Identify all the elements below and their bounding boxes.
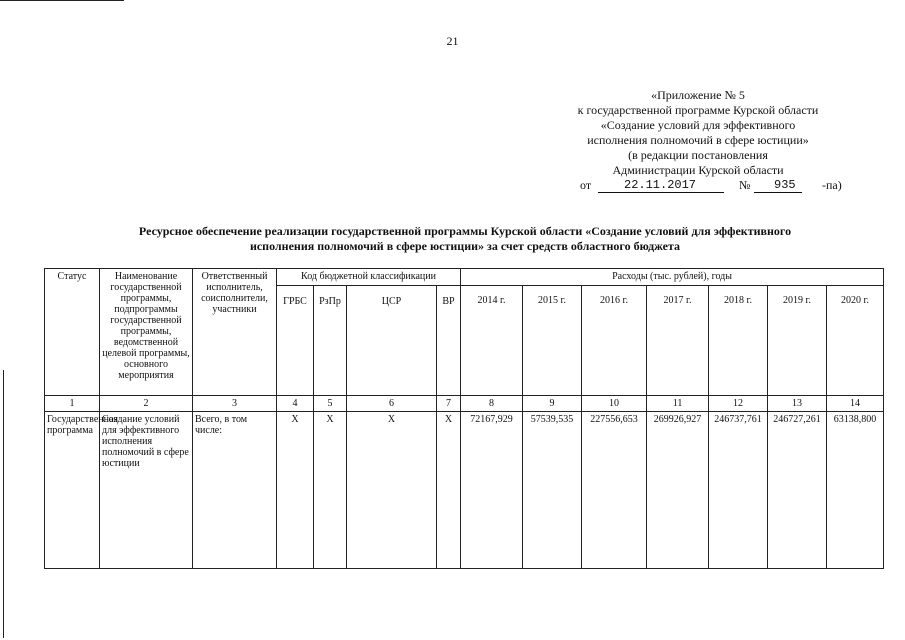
header-year: 2016 г. — [582, 286, 647, 396]
header-year: 2017 г. — [647, 286, 709, 396]
column-number: 7 — [437, 396, 461, 412]
column-number-row — [45, 396, 884, 412]
header-vr: ВР — [437, 286, 461, 396]
left-edge-scan-line — [3, 370, 4, 638]
row-expense-value: 63138,800 — [827, 412, 884, 569]
column-number: 9 — [523, 396, 582, 412]
appendix-line: «Создание условий для эффективного — [600, 118, 796, 132]
header-executor: Ответственный исполнитель, соисполнители, участники — [193, 269, 277, 396]
appendix-line: исполнения полномочий в сфере юстиции» — [587, 133, 809, 147]
row-expense-value: 269926,927 — [647, 412, 709, 569]
decree-number: 935 — [754, 178, 802, 193]
column-number: 12 — [709, 396, 768, 412]
header-year: 2018 г. — [709, 286, 768, 396]
resource-table — [44, 268, 884, 569]
column-number: 3 — [193, 396, 277, 412]
top-left-scan-line — [0, 0, 124, 1]
header-csr: ЦСР — [347, 286, 437, 396]
column-number: 2 — [100, 396, 193, 412]
appendix-line: (в редакции постановления — [628, 148, 768, 162]
header-expenses: Расходы (тыс. рублей), годы — [461, 269, 884, 286]
header-rzpr: РзПр — [314, 286, 347, 396]
row-executor: Всего, в том числе: — [193, 412, 277, 569]
decree-date-prefix: от — [580, 178, 592, 192]
decree-date: 22.11.2017 — [598, 178, 724, 193]
row-name: Создание условий для эффективного исполнения полномочий в сфере юстиции — [100, 412, 193, 569]
header-year: 2019 г. — [768, 286, 827, 396]
appendix-line: Администрации Курской области — [612, 163, 784, 177]
header-status: Статус — [45, 269, 100, 396]
column-number: 4 — [277, 396, 314, 412]
page-number: 21 — [446, 34, 459, 48]
title-line: Ресурсное обеспечение реализации государственной программы Курской области «Создание условий для эффективного — [138, 224, 792, 238]
row-expense-value: 246737,761 — [709, 412, 768, 569]
header-grbs: ГРБС — [277, 286, 314, 396]
column-number: 1 — [45, 396, 100, 412]
appendix-line: «Приложение № 5 — [651, 88, 745, 102]
appendix-line: к государственной программе Курской области — [577, 103, 819, 117]
column-number: 11 — [647, 396, 709, 412]
table-row — [45, 412, 884, 569]
header-name: Наименование государственной программы, подпрограммы государственной программы, ведомственной целевой программы, основного мероприятия — [100, 269, 193, 396]
row-vr: X — [437, 412, 461, 569]
decree-number-label: № — [739, 178, 751, 192]
row-grbs: X — [277, 412, 314, 569]
title-line: исполнения полномочий в сфере юстиции» за счет средств областного бюджета — [249, 239, 681, 253]
column-number: 5 — [314, 396, 347, 412]
column-number: 14 — [827, 396, 884, 412]
column-number: 6 — [347, 396, 437, 412]
decree-number-suffix: -па) — [822, 178, 842, 192]
row-expense-value: 57539,535 — [523, 412, 582, 569]
row-csr: X — [347, 412, 437, 569]
header-year: 2014 г. — [461, 286, 523, 396]
row-expense-value: 246727,261 — [768, 412, 827, 569]
decree-line — [548, 178, 848, 194]
row-expense-value: 72167,929 — [461, 412, 523, 569]
document-title — [60, 224, 870, 254]
row-rzpr: X — [314, 412, 347, 569]
header-row-groups — [45, 269, 884, 286]
column-number: 13 — [768, 396, 827, 412]
column-number: 10 — [582, 396, 647, 412]
header-budget-code: Код бюджетной классификации — [277, 269, 461, 286]
row-status: Государственная программа — [45, 412, 100, 569]
header-year: 2020 г. — [827, 286, 884, 396]
row-expense-value: 227556,653 — [582, 412, 647, 569]
header-year: 2015 г. — [523, 286, 582, 396]
column-number: 8 — [461, 396, 523, 412]
appendix-header — [548, 88, 848, 194]
